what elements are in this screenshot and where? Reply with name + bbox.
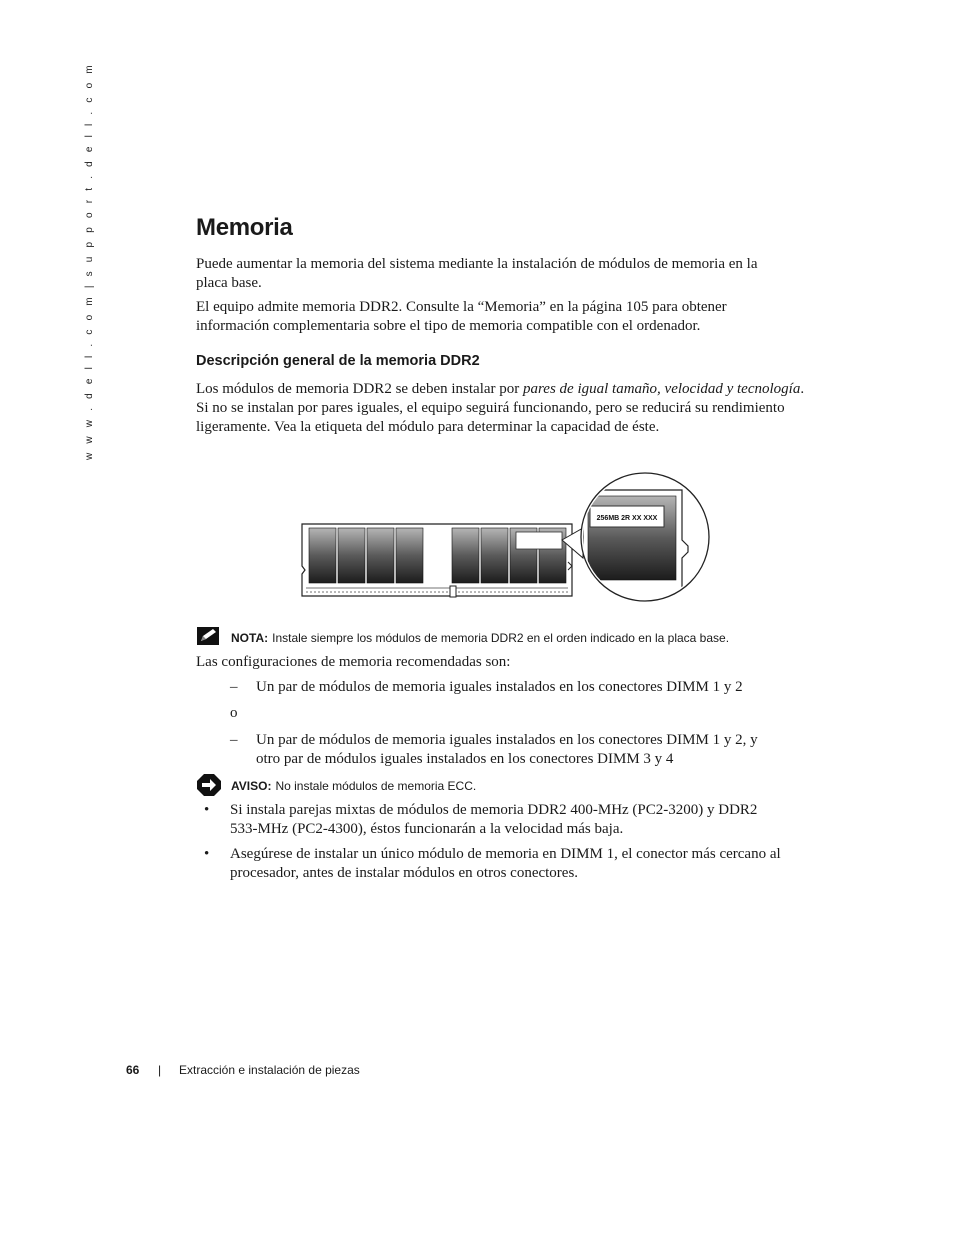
- bullet-text: Asegúrese de instalar un único módulo de memoria en DIMM 1, el conector más cercano al procesador, antes de instalar módulos en otros conectores.: [230, 846, 781, 881]
- config-item: [230, 678, 790, 697]
- bullet-item: [204, 801, 764, 839]
- config-text: Un par de módulos de memoria iguales instalados en los conectores DIMM 1 y 2, y otro par de módulos iguales instalados en los conectores DIMM 3 y 4: [256, 732, 758, 767]
- memory-module-illustration: [300, 462, 712, 602]
- page-title: Memoria: [196, 214, 293, 241]
- module-label-text: 256MB 2R XX XXX: [596, 515, 658, 522]
- section-body-post: . Si no se instalan por pares iguales, el equipo seguirá funcionando, pero se reducirá su rendimiento ligeramente. Vea la etiqueta del módulo para determinar la capacidad de éste.: [196, 381, 805, 435]
- page-number: 66: [126, 1063, 140, 1077]
- config-item: [230, 731, 780, 769]
- page-footer: [126, 1063, 360, 1077]
- configs-intro: Las configuraciones de memoria recomendadas son:: [196, 654, 511, 670]
- config-dash: –: [230, 679, 238, 695]
- warning-label: AVISO:: [231, 779, 272, 793]
- warning-block: [196, 779, 476, 793]
- bullet-marker: •: [204, 802, 210, 818]
- config-dash: –: [230, 732, 238, 748]
- footer-separator: |: [158, 1063, 162, 1077]
- note-block: [196, 631, 729, 645]
- note-text: Instale siempre los módulos de memoria DDR2 en el orden indicado en la placa base.: [272, 631, 730, 645]
- intro-paragraph-1: Puede aumentar la memoria del sistema mediante la instalación de módulos de memoria en la placa base.: [196, 256, 758, 291]
- intro-paragraph-2: El equipo admite memoria DDR2. Consulte la “Memoria” en la página 105 para obtener información complementaria sobre el tipo de memoria compatible con el ordenador.: [196, 299, 727, 334]
- section-body: [196, 380, 816, 437]
- section-body-pre: Los módulos de memoria DDR2 se deben instalar por: [196, 381, 524, 397]
- note-label: NOTA:: [231, 631, 269, 645]
- side-url: w w w . d e l l . c o m | s u p p o r t . d e l l . c o m: [84, 62, 95, 460]
- warning-arrow-icon: [196, 773, 222, 800]
- footer-section-title: Extracción e instalación de piezas: [179, 1063, 360, 1077]
- section-body-emphasis: pares de igual tamaño, velocidad y tecnología: [523, 381, 801, 397]
- bullet-marker: •: [204, 846, 210, 862]
- config-or-text: o: [230, 705, 238, 721]
- warning-text: No instale módulos de memoria ECC.: [275, 779, 477, 793]
- bullet-text: Si instala parejas mixtas de módulos de memoria DDR2 400-MHz (PC2-3200) y DDR2 533-MHz (PC2-4300), éstos funcionarán a la velocidad más baja.: [230, 802, 758, 837]
- section-heading: Descripción general de la memoria DDR2: [196, 353, 480, 369]
- magnified-label-callout: [581, 473, 709, 602]
- ddr2-module-figure: [300, 462, 712, 607]
- config-text: Un par de módulos de memoria iguales instalados en los conectores DIMM 1 y 2: [256, 679, 743, 695]
- bullet-item: [204, 845, 799, 883]
- note-pencil-icon: [196, 626, 220, 649]
